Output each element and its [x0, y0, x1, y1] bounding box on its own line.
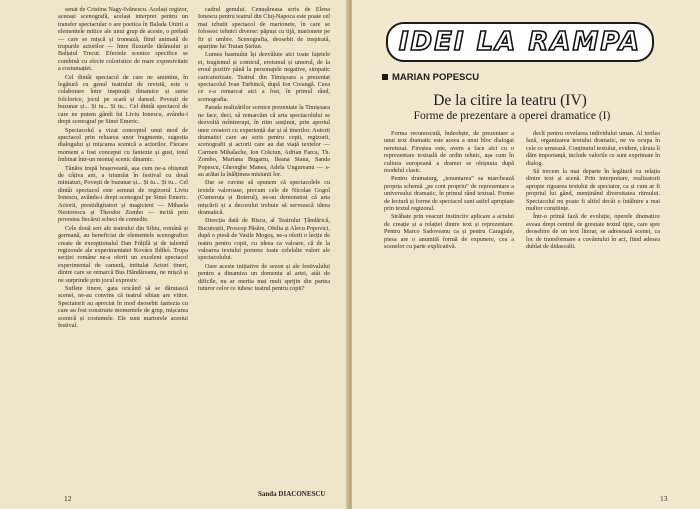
paragraph: Să trecem la mai departe în legătură cu relația dintre text și scenă. Prin interpretare, realizatorii apropie rigoarea textului de spectator, ca și cum ar fi propriul lui gând, menținând diversitatea ritmului. Spectacolul nu poate fi altfel decât o întâlnire a mai multor conștiințe.: [526, 168, 660, 213]
right-column-1: [384, 130, 514, 500]
paragraph: Lumea basmului își dezvăluie aici toate fațetele ei, tragismul și comicul, eroismul și umorul, de la eroul pozitiv până la personajele negative, simpatic caricaturizate. Teatrul din Timișoara a prezentat spectacolul Ivan Turbincă, după Ion Creangă. Ceea ce s-a remarcat aici a fost, în primul rând, scenografia.: [198, 51, 330, 103]
left-column-2: [198, 6, 330, 476]
paragraph: Forma recunoscută, îndeobște, de prezentare a unui text dramatic este aceea a unui bloc dialogat neretezat. Fireștea este, avem a face aici cu o reprezentare textuală de ordin tehnic, așa cum în cultura europeană a dramei se obișnuia după modelul clasic.: [384, 130, 514, 175]
paragraph: cadrul genului. Cenușăreasa scris de Elena Ionescu pentru teatrul din Cluj-Napoca este poate cel mai izbutit spectacol de marionete, în care se folosesc tehnici diverse: păpuși cu tijă, marionete pe fir și umbre. Scenografia, deosebit de inspirată, aparține lui Traian Ștefan.: [198, 6, 330, 51]
paragraph: Parada realizărilor scenice prezentate la Timișoara ne face, deci, să remarcăm că arta spectacolului se dezvoltă neîntrerupt, în ritm susținut, prin aportul unor creatori cu experiență dar și al tinerilor. Autorii dramatici care au scris pentru copii, regizorii, scenografii și actorii care au dat viață textelor — Carmen Mihalache, Ion Crăciun, Adrian Farca, Th. Zombo, Mariana Bugariu, Ileana Stana, Sanda Popescu, Gheorghe Manea, Adela Ungureanu — s-au arătat la înălțimea misiunii lor.: [198, 104, 330, 178]
paragraph: Oare aceste inițiative de sezon și ale festivalului pentru a dinamiza un domeniu al artei, atât de dificile, nu ar merita mai mult sprijin din partea tuturor celor ce iubesc teatrul pentru copii?: [198, 262, 330, 293]
paragraph: Direcția dată de Biscu, al Teatrului Țăndărică, Bucureștii, Proscop Păsăre, Ofelia și Alecu Popovici, după o piesă de Vasile Mogoș, ne-a oferit o lecție de teatru pentru copii, cu ideea ca valoare, că de la valoarea textului pornesc toate celelalte valori ale spectacolului.: [198, 217, 330, 262]
author-name: MARIAN POPESCU: [392, 72, 480, 83]
paragraph: Cel dintâi spectacol de care ne amintim, în legătură cu genul teatrului de revistă, este o colaborare între inspirații dinamice și surse folclorice, jocul pe scară și dansul. Povești de buzunar și... Și tu... Și tu... Cel dintâi spectacol de care ne putem gândi lui Liviu Ionescu, avându-i drept scenograf pe Simó Emeric.: [58, 73, 188, 126]
paragraph: decît pentru revelarea individului uman. Al treilea fază, organizarea textului dramatic, ne va ocupa în cele ce urmează. Conținutul textului, evident, căruia îi dăm importanță, include valorile ce sunt exprimate în dialog.: [526, 130, 660, 167]
paragraph: Într-o primă fază de evoluție, operele dramatice aveau drept centrul de greutate textul tipic, care spre deosebire de un text literar, se adresează scenei, ca loc de transformare a cuvântului în act, fiind adesea dublat de didascalii.: [526, 213, 660, 251]
left-page: [0, 0, 348, 509]
paragraph: senat de Cristina Nagy-Ivănescu. Același regizor, aceeași scenografă, același interpret pentru un transfer spectacular o are poetica în Balada Unirii a elementele mitice ale unui grup de aceste, o prelată — care se mișcă și tronează, fiind animată de trupurile actorilor — între fluxurile tărâmului și Balțatul Trecut. Efectele scenice specifice se combină cu efecte coloristice de mare expresivitate a costumației.: [58, 6, 188, 73]
paragraph: Tânăra trupă brașoveană, așa cum ne-a obișnuit de câțiva ani, a triumfat în festival cu două miniaturi, Povești de buzunar și... Și tu... Și tu... Cel dintâi spectacol este semnat de regizorul Liviu Ionescu, avându-i drept scenograf pe Simó Emeric. Actorii, prestidigitatori și magicieni — Mihaela Nestorescu și Theodor Zombo — incită prin povestea fiecărui scheci de comedie.: [58, 164, 188, 224]
left-column-1: [58, 6, 188, 496]
article-title: De la citire la teatru (IV): [433, 92, 587, 109]
paragraph: Pentru dramaturg, „tenuntarea” sa marchează propria schemă „pe cont propriu” de reprezentare a universului dramatic, în primul rând textual. Forme de lectură și forme de spectacol sunt astfel apropiate prin textul regizoral.: [384, 175, 514, 213]
author-byline: [382, 72, 479, 83]
paragraph: Suflete tinere, gata oricând să se dăruiască scenei, ne-au convins că teatrul sibian are viitor. Spectatorii au apreciat în mod deosebit fantezia cu care au fost construite momentele de grup, mișcarea scenică și costumele. Ele sunt martorele acestui festival.: [58, 285, 188, 330]
article-subtitle: Forme de prezentare a operei dramatice (I): [413, 110, 611, 122]
paragraph: Cele două seri ale teatrului din Sibiu, română și germană, au beneficiat de elementele scenografice create de excepționalul Dan Frățilă și de talentul regizorale ale experimentatei Kovács Ildikó. Trupa secției române ne-a oferit un excelent spectacol experimental de cameră, intitulat Actori tineri, dintre care se remarcă Bus Hăndăreanu, ne mișcă și ne surprinde prin jocul expresiv.: [58, 224, 188, 284]
page-number-right: 13: [660, 494, 668, 503]
right-column-2: [526, 130, 660, 500]
square-bullet-icon: [382, 74, 388, 80]
section-banner: [386, 22, 654, 62]
page-number-left: 12: [64, 494, 72, 503]
paragraph: Spectacolul a vizat conceptul unui mod de spectacol prin reluarea unor fragmente, sugestia dialogului și mișcarea scenică a actorilor. Fiecare moment a fost conceput cu fantezie și gust, totul îmbinat într-un montaj scenic dinamic.: [58, 126, 188, 164]
paragraph: Străbate prin veacuri instinctiv aplicare a actului de creație și a relației dintre text și reprezentare. Pentru Marco Sadoveanu ca și pentru Caragiale, piesa are o anumită formă de expunere, cea a scenelor cu parte explicativă.: [384, 213, 514, 251]
paragraph: Dar se cuvine să spunem că spectacolele cu textele valoroase, precum cele de Nicolae Gogol (Cumeruța și Boierul), ne-au demonstrat că arta mișcării și a decorului trebuie să servească ideea dramatică.: [198, 179, 330, 216]
section-banner-text: IDEI LA RAMPA: [398, 27, 642, 57]
article-signature: Sanda DIACONESCU: [258, 490, 326, 498]
